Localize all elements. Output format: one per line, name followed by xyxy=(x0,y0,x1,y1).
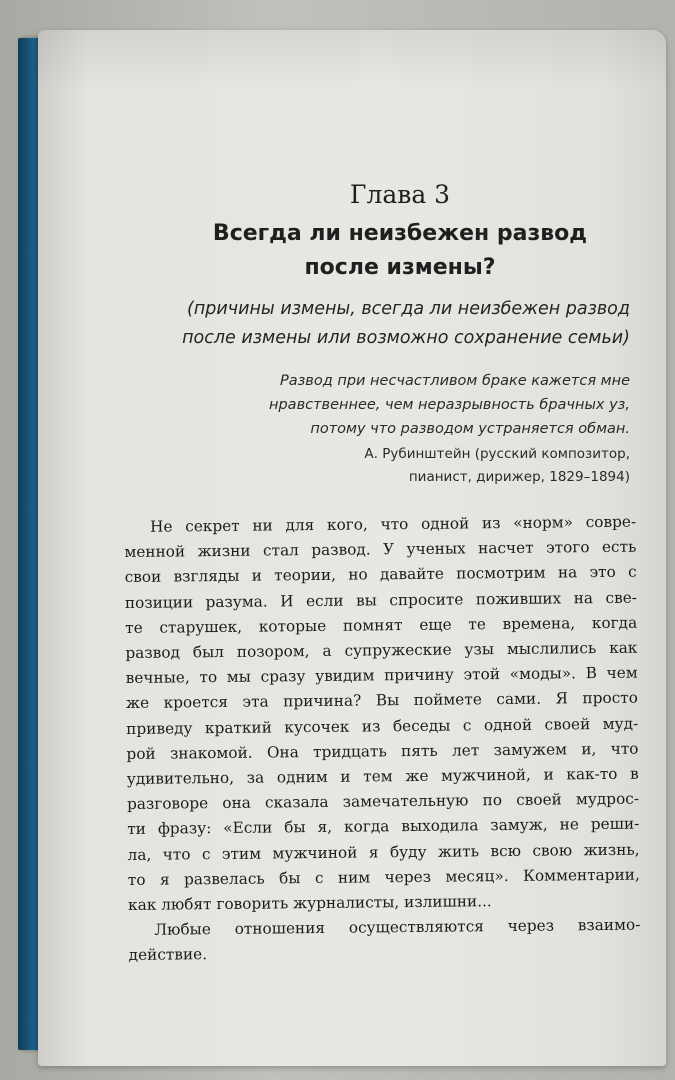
body-line: разговоре она сказала замечательную по своей мудрос- xyxy=(126,789,640,814)
chapter-title xyxy=(150,217,630,285)
chapter-subtitle xyxy=(150,295,630,353)
attribution-line: пианист, дирижер, 1829–1894) xyxy=(408,469,630,485)
epigraph-attribution xyxy=(150,443,630,489)
body-line: Не секрет ни для кого, что одной из «норм» совре- xyxy=(150,512,637,536)
body-line: позиции разума. И если вы спросите поживших на све- xyxy=(124,588,637,612)
body-line: вечные, то мы сразу увидим причину этой «моды». В чем xyxy=(125,663,638,688)
epigraph xyxy=(150,369,630,441)
chapter-title-line: Всегда ли неизбежен развод xyxy=(212,221,588,246)
body-line: менной жизни стал развод. У ученых насчет этого есть xyxy=(124,537,637,562)
body-line: приведу краткий кусочек из беседы с одной своей муд- xyxy=(126,714,639,738)
body-line: рой знакомой. Она тридцать пять лет замужем и, что xyxy=(126,739,639,763)
subtitle-line: (причины измены, всегда ли неизбежен развод xyxy=(187,299,630,319)
body-line: то я развелась бы с ним через месяц». Комментарии, xyxy=(127,865,640,889)
epigraph-line: потому что разводом устраняется обман. xyxy=(310,421,630,437)
chapter-number: Глава 3 xyxy=(349,180,451,209)
body-line: как любят говорить журналисты, излишни... xyxy=(127,892,492,915)
body-line: Любые отношения осуществляются через взаимо- xyxy=(154,915,641,939)
body-line: же кроется эта причина? Вы поймете сами. Я просто xyxy=(125,689,639,713)
epigraph-line: Развод при несчастливом браке кажется мне xyxy=(279,373,630,389)
attribution-line: А. Рубинштейн (русский композитор, xyxy=(364,446,630,462)
subtitle-line: после измены или возможно сохранение семьи) xyxy=(182,328,630,348)
body-line: действие. xyxy=(128,945,208,965)
body-line: те старушек, которые помнят еще те времена, когда xyxy=(125,613,638,637)
chapter-title-line: после измены? xyxy=(304,255,496,280)
body-text xyxy=(124,510,641,969)
body-line: развод был позором, а супружеские узы мыслились как xyxy=(125,638,638,663)
chapter-header xyxy=(150,180,630,489)
body-line: ла, что с этим мужчиной я буду жить всю свою жизнь, xyxy=(127,840,640,864)
body-line: свои взгляды и теории, но давайте посмотрим на это с xyxy=(124,563,637,587)
body-line: ти фразу: «Если бы я, когда выходила замуж, не реши- xyxy=(127,815,640,839)
epigraph-line: нравственнее, чем неразрывность брачных уз, xyxy=(269,397,630,413)
body-line: удивительно, за одним и тем же мужчиной, и как-то в xyxy=(126,764,639,789)
